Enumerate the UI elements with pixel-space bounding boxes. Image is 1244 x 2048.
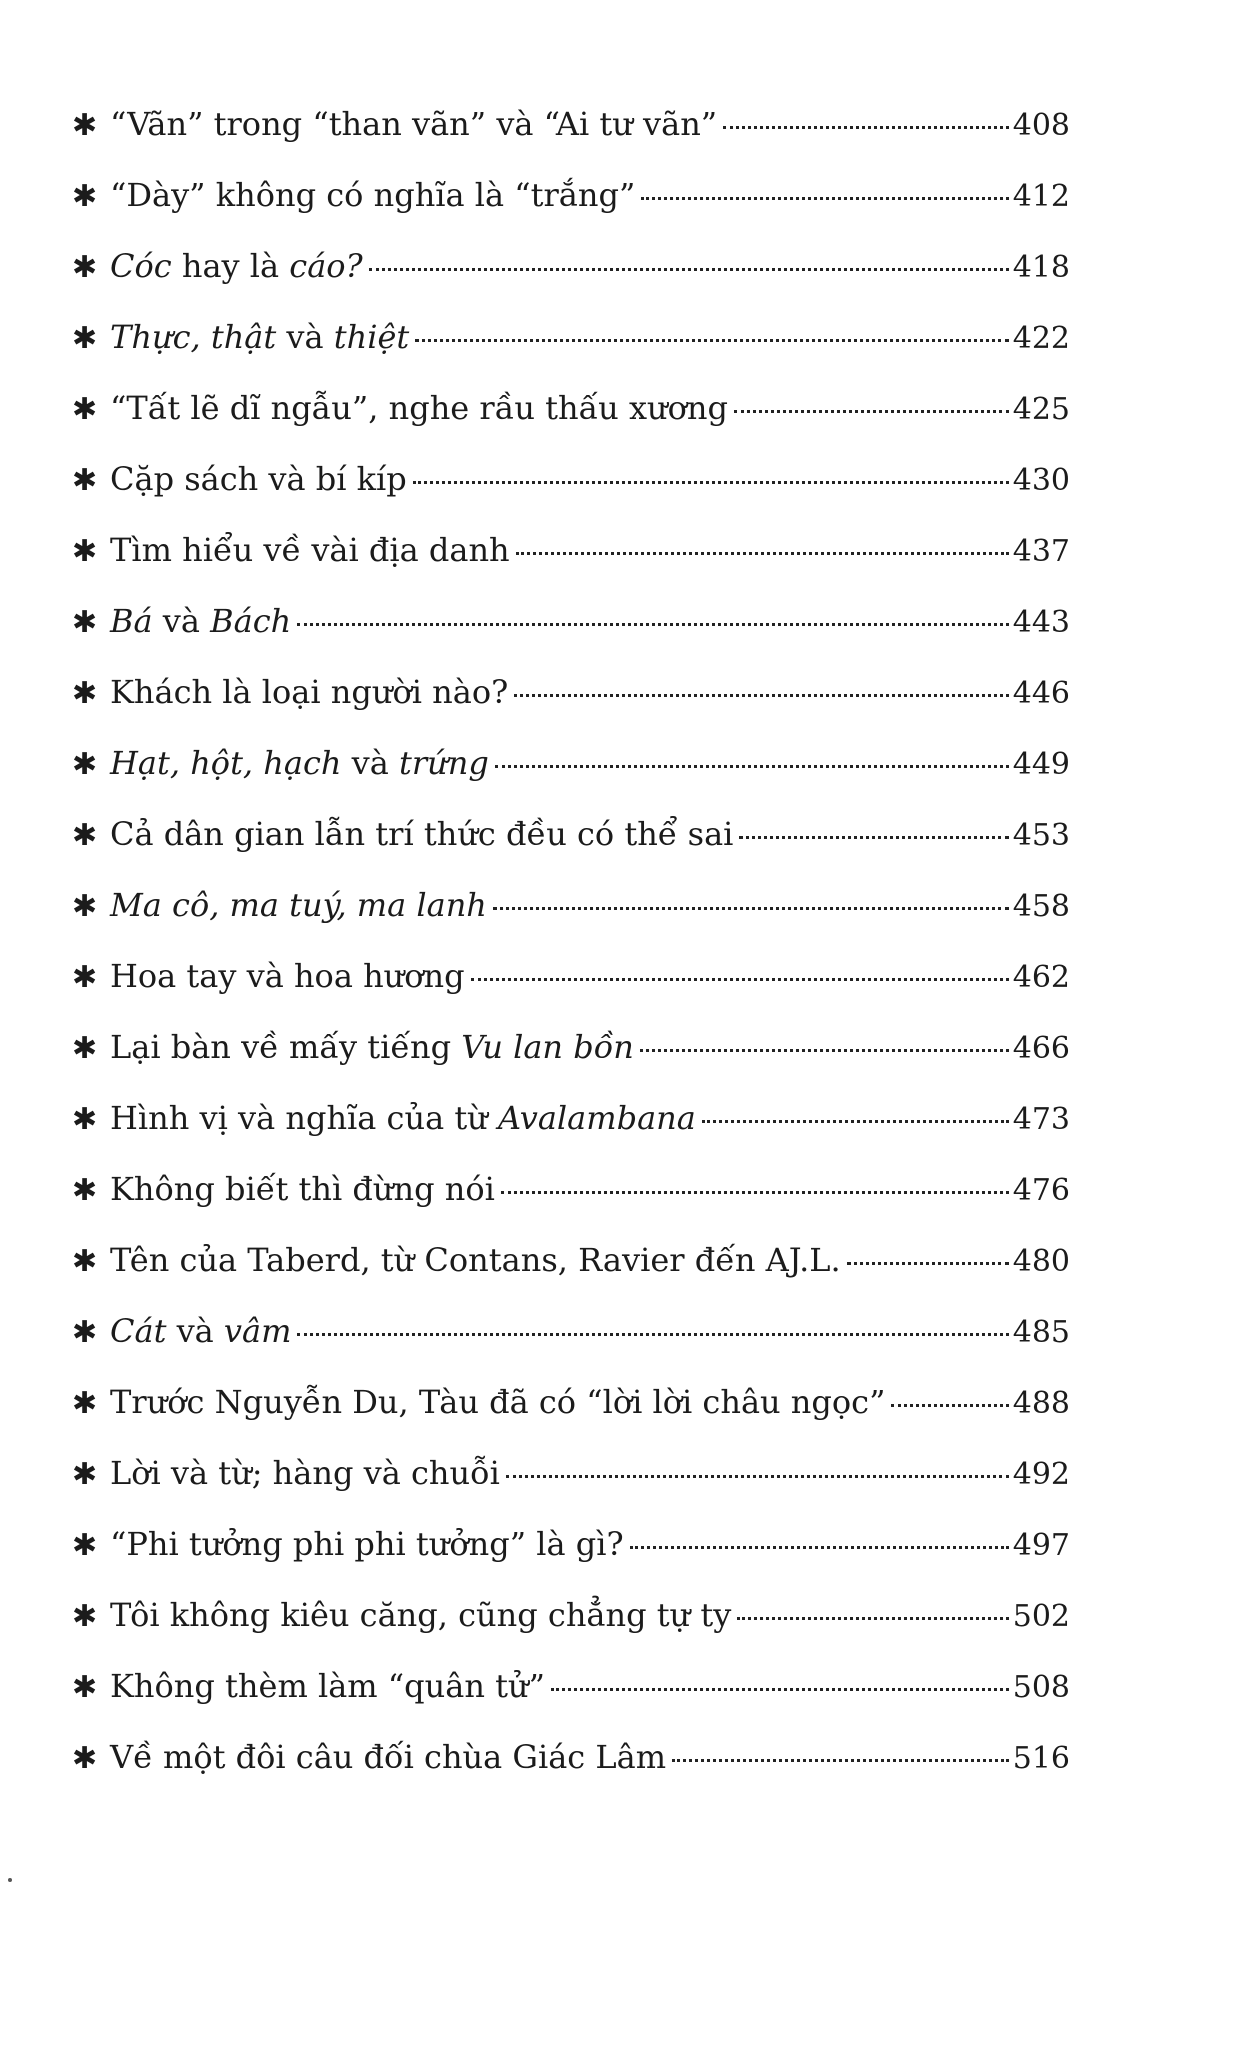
toc-entry	[72, 1595, 1070, 1666]
toc-title-italic-segment: Bá	[110, 602, 153, 640]
toc-title-segment: Lại bàn về mấy tiếng	[110, 1028, 462, 1066]
toc-page-number: 430	[1012, 463, 1070, 498]
asterisk-bullet-icon: ✱	[72, 818, 98, 853]
toc-page-number: 476	[1012, 1173, 1070, 1208]
toc-title-italic-segment: Avalambana	[497, 1099, 696, 1137]
asterisk-bullet-icon: ✱	[72, 108, 98, 143]
toc-title-segment: Trước Nguyễn Du, Tàu đã có “lời lời châu ngọc”	[110, 1383, 886, 1421]
toc-entry	[72, 1453, 1070, 1524]
toc-entry	[72, 104, 1070, 175]
asterisk-bullet-icon: ✱	[72, 1670, 98, 1705]
asterisk-bullet-icon: ✱	[72, 1528, 98, 1563]
toc-title-italic-segment: vâm	[223, 1312, 292, 1350]
dot-leader	[737, 1617, 1008, 1620]
toc-entry-title	[110, 175, 635, 215]
dot-leader	[471, 978, 1009, 981]
toc-entry-title	[110, 1027, 634, 1067]
toc-page-number: 412	[1012, 179, 1070, 214]
toc-page-number: 425	[1012, 392, 1070, 427]
toc-entry	[72, 1524, 1070, 1595]
toc-title-segment: Không biết thì đừng nói	[110, 1170, 495, 1208]
toc-title-italic-segment: Ma cô, ma tuý, ma lanh	[110, 886, 487, 924]
toc-entry	[72, 814, 1070, 885]
toc-entry	[72, 601, 1070, 672]
dot-leader	[415, 339, 1009, 342]
asterisk-bullet-icon: ✱	[72, 321, 98, 356]
asterisk-bullet-icon: ✱	[72, 534, 98, 569]
dot-leader	[702, 1120, 1009, 1123]
toc-entry	[72, 1027, 1070, 1098]
toc-title-segment: “Tất lẽ dĩ ngẫu”, nghe rầu thấu xương	[110, 389, 728, 427]
dot-leader	[413, 481, 1009, 484]
toc-entry-title	[110, 672, 508, 712]
dot-leader	[493, 907, 1009, 910]
toc-page-number: 418	[1012, 250, 1070, 285]
toc-page-number: 453	[1012, 818, 1070, 853]
toc-title-segment: Không thèm làm “quân tử”	[110, 1667, 545, 1705]
page-speck	[8, 1878, 12, 1882]
asterisk-bullet-icon: ✱	[72, 463, 98, 498]
dot-leader	[369, 268, 1009, 271]
toc-entry	[72, 743, 1070, 814]
dot-leader	[891, 1404, 1008, 1407]
toc-entry	[72, 246, 1070, 317]
asterisk-bullet-icon: ✱	[72, 889, 98, 924]
toc-title-segment: hay là	[171, 247, 290, 285]
toc-page-number: 408	[1012, 108, 1070, 143]
dot-leader	[297, 623, 1009, 626]
dot-leader	[514, 694, 1008, 697]
dot-leader	[847, 1262, 1009, 1265]
toc-entry-title	[110, 1098, 696, 1138]
toc-entry	[72, 956, 1070, 1027]
toc-title-italic-segment: trứng	[398, 744, 489, 782]
toc-entry-title	[110, 1453, 500, 1493]
toc-title-segment: Cặp sách và bí kíp	[110, 460, 407, 498]
asterisk-bullet-icon: ✱	[72, 1386, 98, 1421]
asterisk-bullet-icon: ✱	[72, 250, 98, 285]
toc-page-number: 508	[1012, 1670, 1070, 1705]
toc-entry	[72, 1240, 1070, 1311]
toc-title-segment: “Phi tưởng phi phi tưởng” là gì?	[110, 1525, 624, 1563]
dot-leader	[734, 410, 1009, 413]
toc-page-number: 473	[1012, 1102, 1070, 1137]
toc-title-italic-segment: cáo?	[289, 247, 363, 285]
asterisk-bullet-icon: ✱	[72, 179, 98, 214]
asterisk-bullet-icon: ✱	[72, 1741, 98, 1776]
toc-title-italic-segment: Vu lan bồn	[461, 1028, 634, 1066]
toc-page-number: 485	[1012, 1315, 1070, 1350]
toc-entry-title	[110, 246, 363, 286]
toc-entry-title	[110, 1311, 291, 1351]
toc-title-segment: Lời và từ; hàng và chuỗi	[110, 1454, 500, 1492]
toc-title-segment: Hình vị và nghĩa của từ	[110, 1099, 498, 1137]
toc-title-segment: Cả dân gian lẫn trí thức đều có thể sai	[110, 815, 734, 853]
toc-page-number: 466	[1012, 1031, 1070, 1066]
toc-entry	[72, 388, 1070, 459]
asterisk-bullet-icon: ✱	[72, 1457, 98, 1492]
toc-page-number: 502	[1012, 1599, 1070, 1634]
toc-title-italic-segment: Cóc	[110, 247, 172, 285]
asterisk-bullet-icon: ✱	[72, 392, 98, 427]
asterisk-bullet-icon: ✱	[72, 1173, 98, 1208]
toc-page-number: 480	[1012, 1244, 1070, 1279]
toc-title-segment: và	[166, 1312, 224, 1350]
asterisk-bullet-icon: ✱	[72, 605, 98, 640]
toc-title-segment: “Vãn” trong “than vãn” và “Ai tư vãn”	[110, 105, 718, 143]
toc-entry	[72, 885, 1070, 956]
toc-entry	[72, 1169, 1070, 1240]
toc-page-number: 449	[1012, 747, 1070, 782]
toc-entry-title	[110, 743, 489, 783]
dot-leader	[672, 1759, 1009, 1762]
toc-entry-title	[110, 885, 487, 925]
dot-leader	[723, 126, 1009, 129]
asterisk-bullet-icon: ✱	[72, 747, 98, 782]
toc-entry-title	[110, 1666, 545, 1706]
toc-entry-title	[110, 956, 465, 996]
toc-page-number: 497	[1012, 1528, 1070, 1563]
toc-title-segment: “Dày” không có nghĩa là “trắng”	[110, 176, 636, 214]
dot-leader	[501, 1191, 1009, 1194]
toc-entry-title	[110, 1240, 841, 1280]
toc-entry-title	[110, 1382, 885, 1422]
toc-entry	[72, 530, 1070, 601]
toc-title-segment: Về một đôi câu đối chùa Giác Lâm	[110, 1738, 667, 1776]
toc-entry	[72, 1382, 1070, 1453]
toc-entry-title	[110, 1524, 624, 1564]
dot-leader	[641, 197, 1008, 200]
toc-entry	[72, 672, 1070, 743]
toc-entry-title	[110, 317, 409, 357]
toc-page-number: 446	[1012, 676, 1070, 711]
toc-page-number: 492	[1012, 1457, 1070, 1492]
dot-leader	[630, 1546, 1009, 1549]
asterisk-bullet-icon: ✱	[72, 1102, 98, 1137]
toc-title-segment: và	[276, 318, 334, 356]
toc-title-segment: Tên của Taberd, từ Contans, Ravier đến AJ.L.	[110, 1241, 841, 1279]
toc-page-number: 443	[1012, 605, 1070, 640]
toc-entry-title	[110, 104, 717, 144]
toc-entry-title	[110, 1169, 495, 1209]
toc-title-segment: Tìm hiểu về vài địa danh	[110, 531, 510, 569]
toc-entry-title	[110, 1737, 666, 1777]
toc-title-segment: Tôi không kiêu căng, cũng chẳng tự ty	[110, 1596, 732, 1634]
toc-title-segment: và	[341, 744, 399, 782]
toc-page-number: 422	[1012, 321, 1070, 356]
toc-entry	[72, 1666, 1070, 1737]
asterisk-bullet-icon: ✱	[72, 1599, 98, 1634]
toc-entry-title	[110, 459, 407, 499]
toc-page-number: 516	[1012, 1741, 1070, 1776]
toc-title-italic-segment: thiệt	[333, 318, 410, 356]
toc-page-number: 437	[1012, 534, 1070, 569]
asterisk-bullet-icon: ✱	[72, 1315, 98, 1350]
toc-entry	[72, 317, 1070, 388]
asterisk-bullet-icon: ✱	[72, 676, 98, 711]
toc-entry-title	[110, 530, 510, 570]
dot-leader	[297, 1333, 1008, 1336]
asterisk-bullet-icon: ✱	[72, 960, 98, 995]
toc-entry-title	[110, 1595, 731, 1635]
toc-title-italic-segment: Bách	[210, 602, 292, 640]
asterisk-bullet-icon: ✱	[72, 1031, 98, 1066]
dot-leader	[506, 1475, 1009, 1478]
toc-page-number: 488	[1012, 1386, 1070, 1421]
toc-entry	[72, 1737, 1070, 1808]
toc-title-italic-segment: Hạt, hột, hạch	[110, 744, 342, 782]
asterisk-bullet-icon: ✱	[72, 1244, 98, 1279]
toc-page-number: 458	[1012, 889, 1070, 924]
toc-entry-title	[110, 814, 733, 854]
toc-entry-title	[110, 388, 728, 428]
toc-title-italic-segment: Thực, thật	[110, 318, 277, 356]
toc-title-segment: Hoa tay và hoa hương	[110, 957, 465, 995]
dot-leader	[551, 1688, 1009, 1691]
dot-leader	[516, 552, 1009, 555]
toc-entry	[72, 1311, 1070, 1382]
toc-entry	[72, 175, 1070, 246]
toc-title-italic-segment: Cát	[110, 1312, 167, 1350]
dot-leader	[739, 836, 1008, 839]
table-of-contents	[72, 104, 1070, 1808]
toc-page-number: 462	[1012, 960, 1070, 995]
toc-title-segment: Khách là loại người nào?	[110, 673, 509, 711]
toc-entry	[72, 1098, 1070, 1169]
toc-entry	[72, 459, 1070, 530]
toc-title-segment: và	[152, 602, 211, 640]
toc-entry-title	[110, 601, 291, 641]
dot-leader	[495, 765, 1009, 768]
dot-leader	[640, 1049, 1009, 1052]
